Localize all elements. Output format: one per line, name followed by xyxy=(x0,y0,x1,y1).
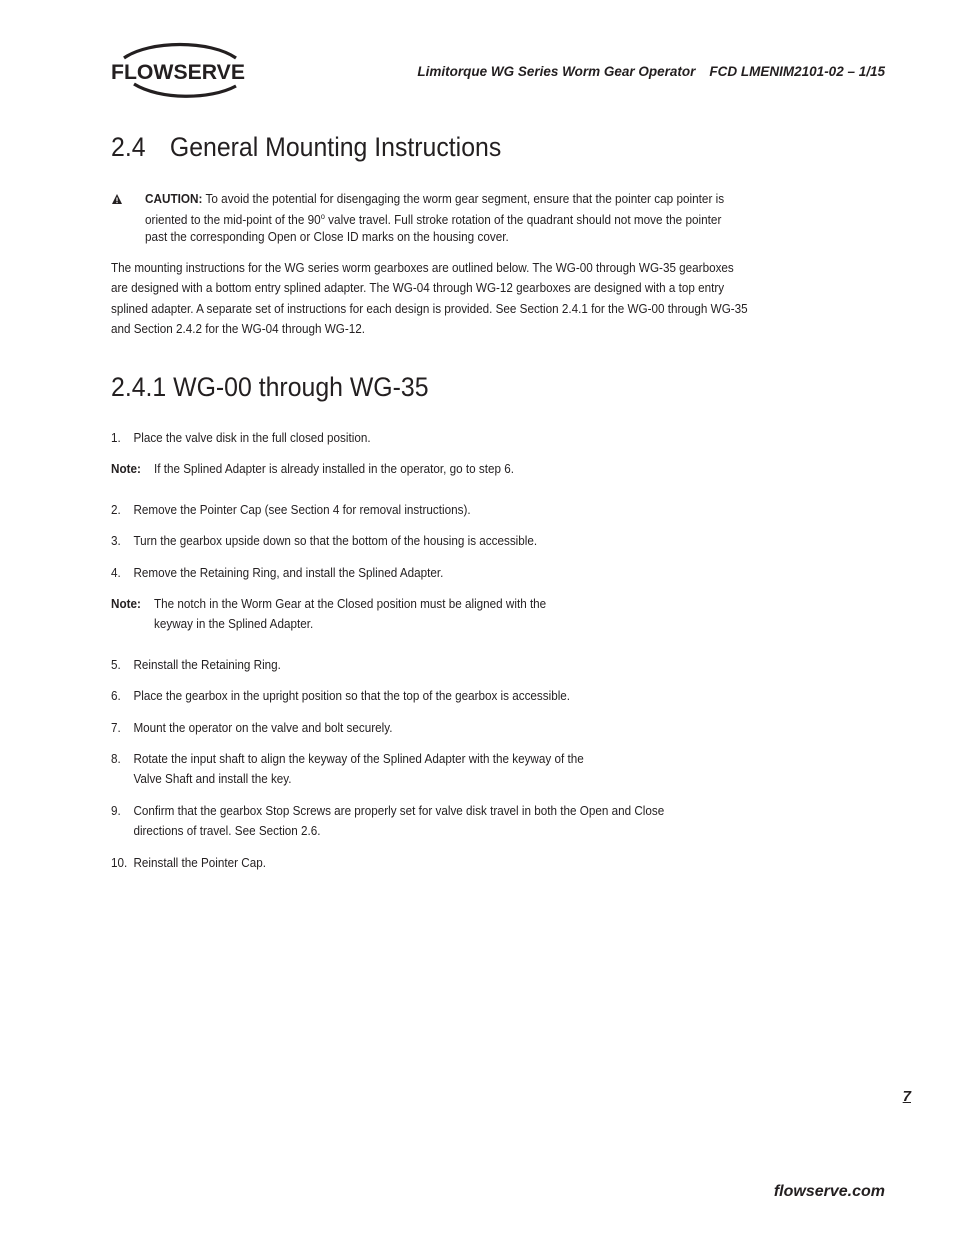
degree-sup: o xyxy=(320,212,325,221)
doc-title: Limitorque WG Series Worm Gear Operator xyxy=(417,64,696,79)
step-number: 7. xyxy=(111,721,121,735)
caution-label: CAUTION: xyxy=(145,192,203,206)
step-text: Reinstall the Retaining Ring. xyxy=(133,658,281,672)
warning-triangle-icon xyxy=(111,193,123,205)
note-text-line: keyway in the Splined Adapter. xyxy=(154,617,314,632)
section-heading xyxy=(111,132,501,163)
intro-line: The mounting instructions for the WG series worm gearboxes are outlined below. The WG-00 through WG-35 gearboxes xyxy=(111,261,734,275)
step-text: Turn the gearbox upside down so that the bottom of the housing is accessible. xyxy=(133,534,538,548)
intro-paragraph xyxy=(111,258,775,340)
step-7 xyxy=(111,718,392,738)
step-2 xyxy=(111,500,471,520)
footer-url: flowserve.com xyxy=(773,1183,885,1200)
step-text: Remove the Retaining Ring, and install the Splined Adapter. xyxy=(133,566,444,580)
step-4 xyxy=(111,563,443,583)
step-text xyxy=(133,801,664,842)
note-text-line: The notch in the Worm Gear at the Closed position must be aligned with the xyxy=(154,597,547,611)
step-10 xyxy=(111,853,266,873)
step-text-line: Confirm that the gearbox Stop Screws are properly set for valve disk travel in both the Open and Close xyxy=(133,804,665,818)
step-number: 9. xyxy=(111,804,121,818)
note-2 xyxy=(111,594,546,635)
note-label: Note: xyxy=(111,597,141,611)
step-6 xyxy=(111,686,570,706)
step-number: 6. xyxy=(111,689,121,703)
step-text-line: directions of travel. See Section 2.6. xyxy=(133,824,321,839)
step-text-line: Valve Shaft and install the key. xyxy=(133,772,292,787)
intro-line: are designed with a bottom entry splined adapter. The WG-04 through WG-12 gearboxes are designed with a top entry xyxy=(111,281,725,296)
step-text-line: Rotate the input shaft to align the keyway of the Splined Adapter with the keyway of the xyxy=(133,752,584,766)
step-text: Place the valve disk in the full closed position. xyxy=(133,431,371,445)
note-label: Note: xyxy=(111,462,141,476)
step-8 xyxy=(111,749,584,790)
caution-text xyxy=(145,191,747,246)
step-number: 5. xyxy=(111,658,121,672)
document-header xyxy=(417,64,885,79)
step-text: Mount the operator on the valve and bolt securely. xyxy=(133,721,393,735)
svg-text:FLOWSERVE: FLOWSERVE xyxy=(111,60,245,84)
step-number: 1. xyxy=(111,431,121,445)
step-number: 10. xyxy=(111,856,128,870)
step-9 xyxy=(111,801,664,842)
step-3 xyxy=(111,531,537,551)
step-number: 3. xyxy=(111,534,121,548)
step-number: 8. xyxy=(111,752,121,766)
step-text: Place the gearbox in the upright position so that the top of the gearbox is accessible. xyxy=(133,689,571,703)
intro-line: and Section 2.4.2 for the WG-04 through WG-12. xyxy=(111,322,366,337)
caution-body-2: valve travel. Full stroke rotation of the quadrant should not move the pointer past the corresponding Open or Close ID marks on the housing cover. xyxy=(145,213,722,245)
section-title: General Mounting Instructions xyxy=(169,132,502,162)
step-1 xyxy=(111,428,371,448)
caution-body-1: To avoid the potential for disengaging the worm gear segment, ensure that the pointer cap pointer is oriented to the mid-point of the 90 xyxy=(145,192,725,228)
intro-line: splined adapter. A separate set of instructions for each design is provided. See Section 2.4.1 for the WG-00 through WG-35 xyxy=(111,301,748,316)
step-text xyxy=(133,749,583,790)
step-number: 2. xyxy=(111,503,121,517)
section-number: 2.4 xyxy=(111,132,146,162)
page-number: 7 xyxy=(902,1088,911,1105)
subsection-heading: 2.4.1 WG-00 through WG-35 xyxy=(111,372,429,402)
step-text: Reinstall the Pointer Cap. xyxy=(133,856,266,870)
flowserve-logo xyxy=(110,42,250,98)
note-text xyxy=(154,594,546,635)
step-5 xyxy=(111,655,281,675)
step-number: 4. xyxy=(111,566,121,580)
caution-block xyxy=(111,191,761,246)
note-1 xyxy=(111,459,514,479)
step-text: Remove the Pointer Cap (see Section 4 for removal instructions). xyxy=(133,503,471,517)
note-text: If the Splined Adapter is already installed in the operator, go to step 6. xyxy=(154,462,514,476)
doc-code: FCD LMENIM2101-02 – 1/15 xyxy=(709,64,885,79)
